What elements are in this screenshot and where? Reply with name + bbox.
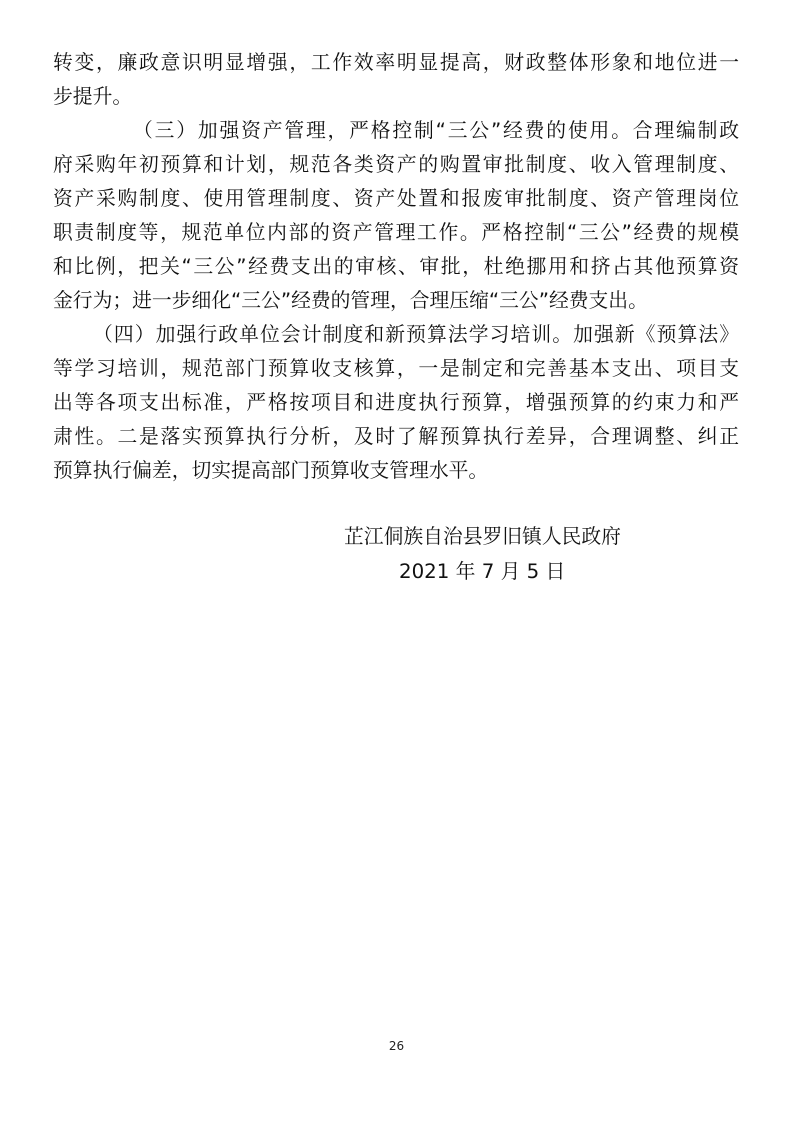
text-line: （四）加强行政单位会计制度和新预算法学习培训。加强新《预算法》 [93,323,739,346]
text-line: 出等各项支出标准，严格按项目和进度执行预算，增强预算的约束力和严 [53,391,739,414]
text-line: 资产采购制度、使用管理制度、资产处置和报废审批制度、资产管理岗位 [53,187,739,210]
text-line: 步提升。 [53,85,133,108]
text-line: 等学习培训，规范部门预算收支核算，一是制定和完善基本支出、项目支 [53,357,739,380]
signature-organization: 芷江侗族自治县罗旧镇人民政府 [344,525,621,548]
text-line: 预算执行偏差，切实提高部门预算收支管理水平。 [53,459,489,482]
signature-date: 2021 年 7 月 5 日 [399,560,566,583]
text-line: 和比例，把关“三公”经费支出的审核、审批，杜绝挪用和挤占其他预算资 [53,255,739,278]
text-line: 金行为；进一步细化“三公”经费的管理，合理压缩“三公”经费支出。 [53,289,648,312]
text-line: 肃性。二是落实预算执行分析，及时了解预算执行差异，合理调整、纠正 [53,425,739,448]
text-line: 职责制度等，规范单位内部的资产管理工作。严格控制“三公”经费的规模 [53,221,739,244]
text-line: 转变，廉政意识明显增强，工作效率明显提高，财政整体形象和地位进一 [53,51,739,74]
text-line: （三）加强资产管理，严格控制“三公”经费的使用。合理编制政 [133,119,739,142]
text-line: 府采购年初预算和计划，规范各类资产的购置审批制度、收入管理制度、 [53,153,739,176]
page-number: 26 [388,1039,405,1053]
